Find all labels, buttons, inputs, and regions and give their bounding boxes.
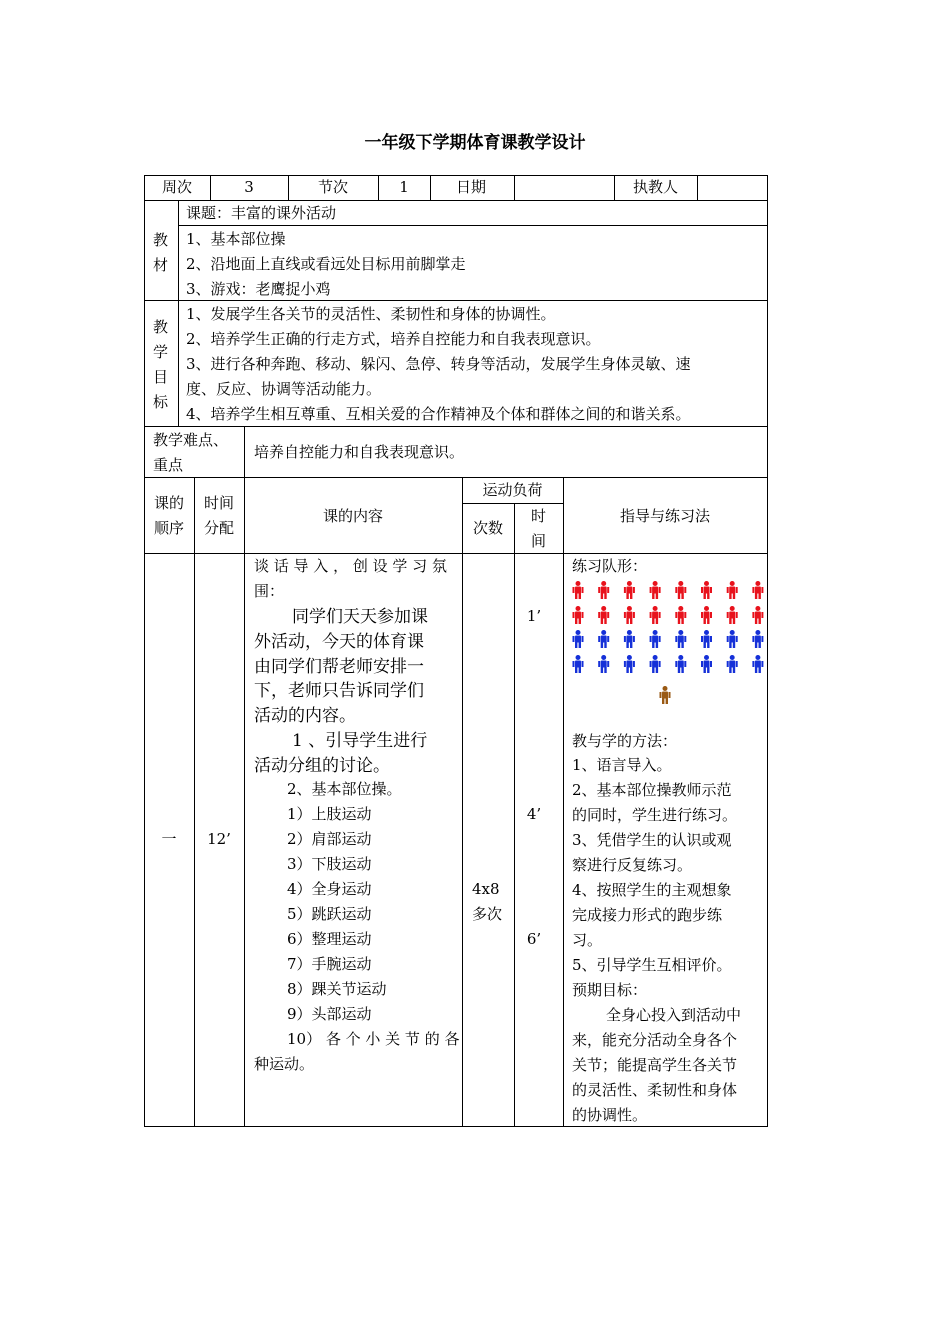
materials-item: 3、游戏：老鹰捉小鸡 <box>186 280 331 298</box>
goals-label-3: 目 <box>153 368 169 386</box>
student-figure-icon <box>624 630 635 648</box>
lesson-value: 1 <box>399 178 409 196</box>
order-header: 顺序 <box>153 519 184 537</box>
student-figure-icon <box>598 655 609 673</box>
method-heading: 教与学的方法： <box>572 732 678 750</box>
content-line: 由同学们帮老师安排一 <box>254 657 424 677</box>
student-figure-icon <box>675 606 686 624</box>
expected-goal-line: 的协调性。 <box>572 1106 648 1124</box>
content-line: 下，老师只告诉同学们 <box>254 681 424 701</box>
load-time: 1’ <box>526 607 542 625</box>
student-figure-icon <box>573 606 584 624</box>
student-figure-icon <box>598 606 609 624</box>
student-figure-icon <box>624 606 635 624</box>
key-points-label: 教学难点、 <box>153 431 229 449</box>
materials-label-2: 材 <box>153 256 169 274</box>
expected-goal-heading: 预期目标： <box>572 981 648 999</box>
expected-goal-line: 的灵活性、柔韧性和身体 <box>572 1081 738 1099</box>
load-time-header: 间 <box>530 532 546 550</box>
formation-label: 练习队形： <box>572 557 648 575</box>
content-line: 1 、引导学生进行 <box>292 731 428 751</box>
student-figure-icon <box>573 655 584 673</box>
student-figure-icon <box>727 606 738 624</box>
lesson-label: 节次 <box>317 178 348 196</box>
goal-line: 3、进行各种奔跑、移动、躲闪、急停、转身等活动，发展学生身体灵敏、速 <box>186 355 691 373</box>
expected-goal-line: 全身心投入到活动中 <box>606 1006 742 1024</box>
order-header: 课的 <box>153 494 184 512</box>
content-line: 外活动，今天的体育课 <box>254 632 424 652</box>
exercise-item: 5）跳跃运动 <box>287 905 372 923</box>
student-figure-icon <box>598 581 609 599</box>
student-figure-icon <box>675 655 686 673</box>
method-line: 2、基本部位操教师示范 <box>572 781 732 799</box>
student-figure-icon <box>598 630 609 648</box>
method-header: 指导与练习法 <box>619 507 710 525</box>
formation-figures <box>572 580 768 716</box>
student-figure-icon <box>650 606 661 624</box>
goal-line: 2、培养学生正确的行走方式，培养自控能力和自我表现意识。 <box>186 330 601 348</box>
exercise-item: 6）整理运动 <box>287 930 372 948</box>
content-line: 围： <box>254 582 285 600</box>
student-figure-icon <box>650 655 661 673</box>
exercise-item: 10） 各 个 小 关 节 的 各 <box>287 1030 460 1048</box>
method-line: 1、语言导入。 <box>572 756 672 774</box>
content-line: 活动的内容。 <box>254 706 356 726</box>
exercise-item: 1）上肢运动 <box>287 805 372 823</box>
exercise-item: 7）手腕运动 <box>287 955 372 973</box>
student-figure-icon <box>727 630 738 648</box>
date-label: 日期 <box>456 178 487 196</box>
lesson-order: 一 <box>161 830 177 848</box>
teacher-label: 执教人 <box>632 178 678 196</box>
student-figure-icon <box>701 655 712 673</box>
method-line: 5、引导学生互相评价。 <box>572 956 732 974</box>
goal-line: 1、发展学生各关节的灵活性、柔韧性和身体的协调性。 <box>186 305 556 323</box>
student-figure-icon <box>573 581 584 599</box>
exercise-item: 3）下肢运动 <box>287 855 372 873</box>
student-figure-icon <box>650 581 661 599</box>
student-figure-icon <box>752 630 763 648</box>
student-figure-icon <box>701 581 712 599</box>
student-figure-icon <box>650 630 661 648</box>
method-line: 察进行反复练习。 <box>572 856 693 874</box>
goals-label-1: 教 <box>153 318 169 336</box>
student-figure-icon <box>701 630 712 648</box>
student-figure-icon <box>727 655 738 673</box>
teacher-figure-icon <box>660 686 671 704</box>
repetition-count: 4x8 <box>472 880 500 898</box>
page-title: 一年级下学期体育课教学设计 <box>364 133 586 153</box>
key-points-text: 培养自控能力和自我表现意识。 <box>254 443 465 461</box>
time-allocation: 12’ <box>207 830 231 848</box>
expected-goal-line: 关节；能提高学生各关节 <box>572 1056 738 1074</box>
materials-label-1: 教 <box>153 231 169 249</box>
goal-line: 4、培养学生相互尊重、互相关爱的合作精神及个体和群体之间的和谐关系。 <box>186 405 691 423</box>
week-label: 周次 <box>161 178 192 196</box>
repetition-count: 多次 <box>472 905 503 923</box>
exercise-item: 8）踝关节运动 <box>287 980 387 998</box>
student-figure-icon <box>701 606 712 624</box>
content-header: 课的内容 <box>322 507 383 525</box>
content-line: 2、基本部位操。 <box>287 780 402 798</box>
student-figure-icon <box>752 606 763 624</box>
materials-item: 1、基本部位操 <box>186 230 286 248</box>
student-figure-icon <box>752 581 763 599</box>
content-line: 谈 话 导 入 ， 创 设 学 习 氛 <box>254 557 447 575</box>
method-line: 的同时，学生进行练习。 <box>572 806 738 824</box>
student-figure-icon <box>573 630 584 648</box>
method-line: 4、按照学生的主观想象 <box>572 881 732 899</box>
exercise-item: 种运动。 <box>254 1055 315 1073</box>
student-figure-icon <box>752 655 763 673</box>
student-figure-icon <box>675 581 686 599</box>
load-header: 运动负荷 <box>482 481 543 499</box>
goals-label-2: 学 <box>153 343 169 361</box>
exercise-item: 2）肩部运动 <box>287 830 372 848</box>
time-header: 时间 <box>203 494 234 512</box>
student-figure-icon <box>675 630 686 648</box>
week-value: 3 <box>244 178 254 196</box>
student-figure-icon <box>727 581 738 599</box>
load-time: 4’ <box>526 805 542 823</box>
key-points-label: 重点 <box>153 456 184 474</box>
formation-diagram <box>572 580 768 716</box>
load-time: 6’ <box>526 930 542 948</box>
load-time-header: 时 <box>530 507 546 525</box>
exercise-item: 4）全身运动 <box>287 880 372 898</box>
student-figure-icon <box>624 581 635 599</box>
method-line: 3、凭借学生的认识或观 <box>572 831 732 849</box>
expected-goal-line: 来，能充分活动全身各个 <box>572 1031 738 1049</box>
content-line: 活动分组的讨论。 <box>254 756 390 776</box>
materials-item: 2、沿地面上直线或看远处目标用前脚掌走 <box>186 255 466 273</box>
method-line: 完成接力形式的跑步练 <box>572 906 723 924</box>
method-line: 习。 <box>572 931 603 949</box>
time-header: 分配 <box>203 519 234 537</box>
count-header: 次数 <box>472 519 503 537</box>
goal-line: 度、反应、协调等活动能力。 <box>186 380 382 398</box>
content-line: 同学们天天参加课 <box>292 607 428 627</box>
student-figure-icon <box>624 655 635 673</box>
lesson-topic: 课题：丰富的课外活动 <box>186 204 337 222</box>
goals-label-4: 标 <box>153 393 169 411</box>
exercise-item: 9）头部运动 <box>287 1005 372 1023</box>
